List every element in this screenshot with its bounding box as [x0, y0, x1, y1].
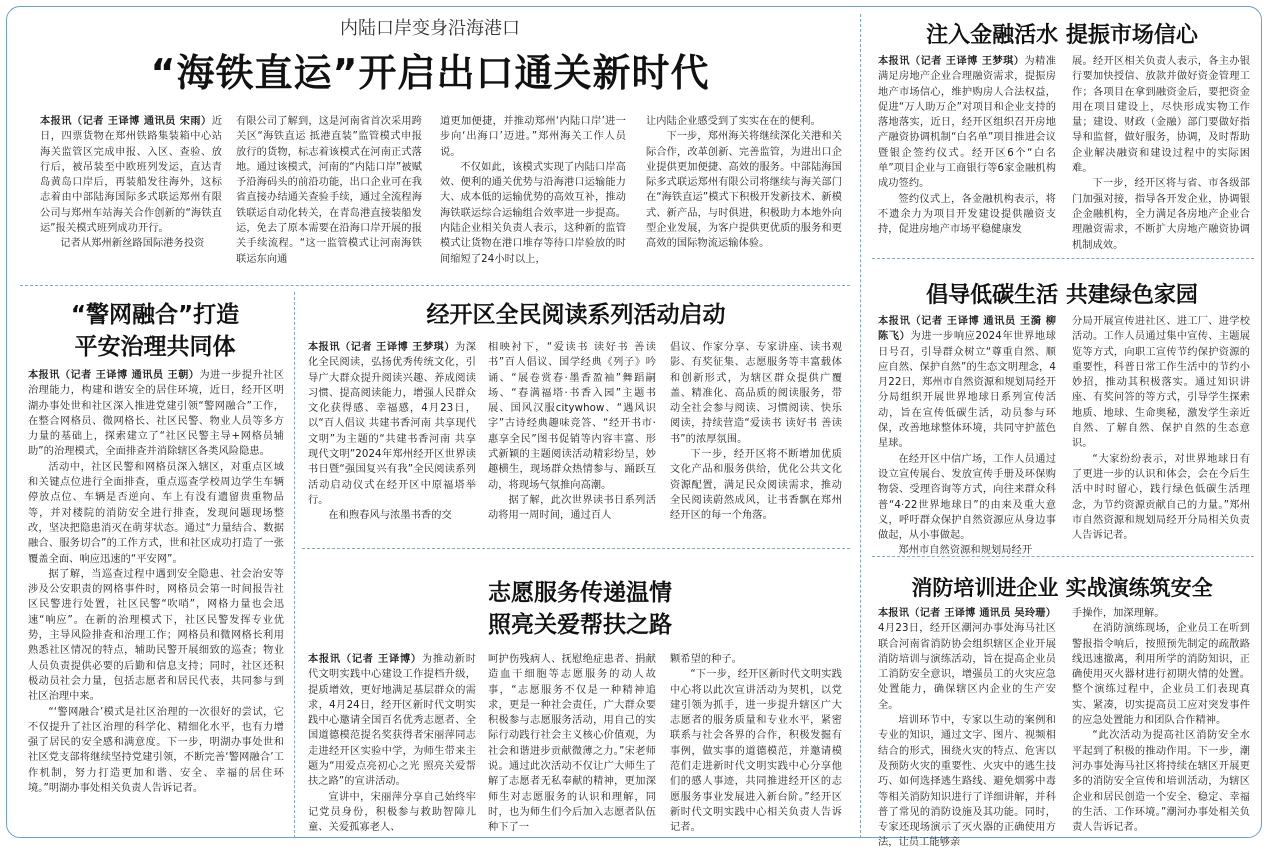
paragraph: 相映衬下，“爱读书 读好书 善读书”百人倡议、国学经典《列子》吟诵、“展卷赏春·墨香盈袖”舞蹈嗣场、“春满福塔·书香入园”主题书展、国风汉服citywhow、“遇风识字”古诗经典趣味竞答、“经开书市·惠享全民”图书促销等内容丰富、形式新颖的主题阅读活动精彩纷呈，妙趣横生，现场群众热情参与、踊跃互动，将现场气氛推向高潮。	[488, 342, 656, 491]
paragraph: 下一步，郑州海关将继续深化关港和关际合作，改革创新、完善监管，为进出口企业提供更加便捷、高效的服务。中部陆海国际多式联运郑州有限公司将继续与海关部门在“海铁直运”模式下积极开发新技术、新模式、新产品，与时俱进，积极助力本地外向型企业发展，为客户提供更优质的服务和更高效的国际物流运输体验。	[646, 131, 842, 250]
paragraph: 在经开区中信广场，工作人员通过设立宣传展台、发放宣传手册及环保购物袋、受理咨询等方式，向往来群众科普“4·22世界地球日”的由来及重大意义，呼吁群众保护自然资源应从身边事做起，从小事做起。	[878, 453, 1056, 542]
article-zhiyuan-col1	[308, 652, 476, 838]
article-jinrong-col1	[878, 54, 1056, 254]
paragraph: “大家纷纷表示，对世界地球日有了更进一步的认识和体会，会在今后生活中时时留心，践行绿色低碳生活理念，为节约资源贡献自己的力量。”郑州市自然资源和规划局经开分局相关负责人告诉记者。	[1072, 453, 1250, 542]
byline: 本报讯（记者 王译博 通讯员 吴玲珊）	[878, 608, 1056, 619]
paragraph: “‘警网融合’模式是社区治理的一次很好的尝试，它不仅提升了社区治理的科学化、精细化水平，也有力增强了居民的安全感和满意度。下一步，明湖办事处世和社区党支部将继续坚持党建引领，不断完善‘警网融合’工作机制，努力打造更加和谐、安全、幸福的居住环境。”明湖办事处相关负责人告诉记者。	[28, 706, 284, 795]
article-jinrong-col2	[1072, 54, 1250, 254]
paragraph: 宣讲中，宋丽萍分享自己始终牢记党员身份，积极参与救助智障儿童、关爱孤寡老人、	[308, 791, 476, 834]
paragraph: 道更加便捷，并推动郑州‘内陆口岸’进一步向‘出海口’迈进。”郑州海关工作人员说。	[440, 116, 626, 158]
paragraph: 据了解，当巡查过程中遇到安全隐患、社会治安等涉及公安职责的网格事件时，网格员会第一时间报告社区民警进行处置，社区民警“吹哨”，网格力量也会迅速“响应”。在新的治理模式下，社区民警发挥专业优势，主导风险排查和治理工作；网格员和微网格长利用熟悉社区情况的特点，辅助民警开展细致的巡查；物业人员负责提供必要的后勤和信息支持；同时，社区还积极动员社会力量，包括志愿者和居民代表，共同参与到社区治理中来。	[28, 568, 284, 703]
paragraph: 郑州市自然资源和规划局经开	[898, 545, 1033, 557]
divider-center-1	[302, 548, 850, 549]
paragraph: 签约仪式上，各金融机构表示，将不遗余力为项目开发建设提供融资支持，促进房地产市场平稳健康发	[878, 193, 1056, 236]
paragraph: 为深化全民阅读，弘扬优秀传统文化，引导广大群众提升阅读兴趣、养成阅读习惯、提高阅读能力，增强人民群众文化获得感、幸福感，4月23日，以“百人倡议 共建书香河南 共享现代文明”为主题的“共建书香河南 共享现代文明”2024年郑州经开区世界读书日暨“强国复兴有我”全民阅读系列活动启动仪式在经开区中原福塔举行。	[308, 342, 477, 506]
paragraph: 在和煦春风与浓墨书香的交	[328, 510, 452, 522]
paragraph: 培训环节中，专家以生动的案例和专业的知识，通过文字、图片、视频相结合的形式，围绕火灾的特点、危害以及预防火灾的重要性、火灾中的逃生技巧、如何选择逃生路线、避免烟雾中毒等相关消防知识进行了详细讲解，并科普了常见的消防设施及其功能。同时，专家还现场演示了灭火器的正确使用方法，让员工能够亲	[878, 715, 1056, 849]
article-zhiyuan-col3	[670, 652, 842, 838]
paragraph: 据了解，此次世界读书日系列活动将用一周时间，通过百人	[488, 494, 656, 522]
paragraph: 为推动新时代文明实践中心建设工作提档升级，提质增效，更好地满足基层群众的需求，4月24日，经开区新时代文明实践中心邀请全国百名优秀志愿者、全国道德模范提名奖获得者宋丽萍同志走进经开区实验中学，为师生带来主题为“用爱点亮初心之光 照亮关爱帮扶之路”的宣讲活动。	[308, 654, 477, 788]
headline-zhiyuan-line2: 照亮关爱帮扶之路	[488, 612, 672, 638]
paragraph: 有限公司了解到，这是河南省首次采用跨关区“海铁直运 抵港直装”监管模式申报放行的货物，标志着该模式在河南正式落地。通过该模式，河南的“内陆口岸”被赋予沿海码头的前沿功能，出口企业可在我省直接办结通关查验手续，通过全流程海铁联运自动化转关，在青岛港直接装船发运，免去了原本需要在沿海口岸开展的报关手续流程。“这一监管模式让河南海铁联运东向通	[236, 116, 422, 265]
headline-zhiyuan-line1: 志愿服务传递温情	[488, 580, 672, 606]
paragraph: 在消防演练现场，企业员工在听到警报指令响后，按照预先制定的疏散路线迅速撤离，利用所学的消防知识，正确使用灭火器材进行初期火情的处置。整个演练过程中，企业员工们表现真实、紧凑，切实提高员工应对突发事件的应急处置能力和团队合作精神。	[1072, 623, 1250, 727]
paragraph: 记者从郑州新丝路国际港务投资	[60, 238, 205, 250]
paragraph: 为精准满足房地产企业合理融资需求，提振房地产市场信心，维护购房人合法权益，促进“万人助万企”对项目和企业支持的落地落实，近日，经开区组织召开房地产融资协调机制“白名单”项目推进会议暨银企签约仪式。经开区6个“白名单”项目企业与工商银行等6家金融机构成功签约。	[878, 56, 1056, 190]
article-yuedu-col1	[308, 340, 476, 540]
paragraph: 倡议、作家分享、专家讲座、读书观影、有奖征集、志愿服务等丰富载体和创新形式，为辖区群众提供广覆盖、精准化、高品质的阅读服务，带动全社会参与阅读、习惯阅读、快乐阅读，持续营造“爱读书 读好书 善读书”的浓厚氛围。	[670, 342, 842, 445]
main-column-divider	[860, 14, 861, 838]
article-kicker: 内陆口岸变身沿海港口	[340, 18, 520, 39]
headline-jingwang-line2: 平安治理共同体	[74, 334, 236, 360]
paragraph: 呵护伤残病人、抚慰绝症患者、捐献造血干细胞等志愿服务的动人故事，“志愿服务不仅是一种精神追求，更是一种社会责任，广大群众要积极参与志愿服务活动，用自己的实际行动践行社会主义核心价值观，为社会和谐进步贡献微薄之力。”宋老师说。通过此次活动不仅让广大师生了解了志愿者无私奉献的精神，更加深师生对志愿服务的认识和理解，同时，也为师生们今后加入志愿者队伍种下了一	[488, 654, 656, 834]
article-haitie-col4	[646, 114, 842, 286]
article-yuedu-col2	[488, 340, 656, 540]
paragraph: 让内陆企业感受到了实实在在的便利。	[646, 116, 821, 127]
article-xiaofang-col1	[878, 606, 1056, 849]
byline: 本报讯（记者 王译博 王梦琪）	[308, 342, 456, 353]
article-haitie-col2	[236, 114, 422, 286]
headline-jinrong: 注入金融活水 提振市场信心	[926, 23, 1198, 48]
divider-left-vertical	[294, 292, 295, 838]
paragraph: “此次活动为提高社区消防安全水平起到了积极的推动作用。下一步，潮河办事处海马社区将持续在辖区开展更多的消防安全宣传和培训活动，为辖区企业和居民创造一个安全、稳定、幸福的生活、工作环境。”潮河办事处相关负责人告诉记者。	[1072, 730, 1250, 834]
paragraph: 4月23日，经开区潮河办事处海马社区联合河南省消防协会组织辖区企业开展消防培训与演练活动，旨在提高企业员工消防安全意识，增强员工的火灾应急处置能力，确保辖区内企业的生产安全。	[878, 623, 1056, 711]
headline-jingwang-line1: “警网融合”打造	[70, 302, 240, 328]
byline: 本报讯（记者 王译博 通讯员 王漪 柳 陈飞）	[878, 316, 1056, 343]
paragraph: 活动中，社区民警和网格员深入辖区，对重点区域和关键点位进行全面排查，重点巡查学校周边学生车辆停放点位、车辆是否逆向、车上有没有遗留贵重物品等，并对楼院的消防安全进行排查，发现问题现场整改，坚决把隐患消灭在萌芽状态。通过“力量结合、数据融合、服务切合”的工作方式，世和社区成功打造了一张覆盖全面、响应迅速的“平安网”。	[28, 461, 284, 565]
headline-xiaofang: 消防培训进企业 实战演练筑安全	[911, 576, 1213, 600]
paragraph: 下一步，经开区将不断增加优质文化产品和服务供给，优化公共文化资源配置，满足民众阅读需求，推动全民阅读蔚然成风，让书香飘在郑州经开区的每一个角落。	[670, 449, 842, 522]
paragraph: 手操作，加深理解。	[1072, 608, 1165, 619]
paragraph: 分局开展宣传进社区、进工厂、进学校活动。工作人员通过集中宣传、主题展览等方式，向职工宣传节约保护资源的重要性，科普日常工作生活中的节约小妙招，推动其积极落实。通过知识讲座、有奖问答的等方式，引导学生探索地质、地球、生命奥秘，激发学生亲近自然、了解自然、保护自然的生态意识。	[1072, 316, 1250, 450]
paragraph: 为进一步响应2024年世界地球日号召，引导群众树立“尊重自然、顺应自然、保护自然”的生态文明理念，4月22日，郑州市自然资源和规划局经开分局组织开展世界地球日系列宣传活动，旨在宣传低碳生活，动员参与环保，改善地球整体环境，共同守护蓝色星球。	[878, 331, 1056, 450]
headline-ditan: 倡导低碳生活 共建绿色家园	[926, 283, 1198, 308]
paragraph: 下一步，经开区将与省、市各级部门加强对接，指导各开发企业，协调银企金融机构，全力满足各房地产企业合理融资需求，不断扩大房地产融资协调机制成效。	[1072, 178, 1250, 251]
article-jingwang-col	[28, 368, 284, 838]
byline: 本报讯（记者 王译博）	[308, 654, 422, 665]
article-haitie-col1	[40, 114, 222, 286]
paragraph: 近日，四票货物在郑州铁路集装箱中心站海关监管区完成申报、入区、查验、放行后，被吊装至中欧班列发运，直达青岛黄岛口岸后，再装船发往海外，这标志着由中部陆海国际多式联运郑州有限公司与郑州车站海关合作创新的“海铁直运”报关模式班列成功开行。	[40, 116, 222, 235]
byline: 本报讯（记者 王译博 通讯员 王朝）	[28, 370, 200, 381]
article-haitie-col3	[440, 114, 626, 286]
article-yuedu-col3	[670, 340, 842, 540]
paragraph: 展。经开区相关负责人表示，各主办银行要加快授信、放款并做好资金管理工作；各项目在拿到融资金后，要把资金用在项目建设上，尽快形成实物工作量；建设、财政（金融）部门要做好指导和监督，做好服务，协调，及时帮助企业解决融资和建设过程中的实际困难。	[1072, 56, 1250, 175]
article-ditan-col1	[878, 314, 1056, 557]
paragraph: 颗希望的种子。	[670, 654, 743, 665]
article-xiaofang-col2	[1072, 606, 1250, 838]
byline: 本报讯（记者 王译博 王梦琪）	[878, 56, 1025, 67]
paragraph: 为进一步提升社区治理能力，构建和谐安全的居住环境，近日，经开区明湖办事处世和社区深入推进党建引领“警网融合”工作，在整合网格员、微网格长、社区民警、物业人员等多方力量的基础上，探索建立了“社区民警主导+网格员辅助”的治理模式，全面排查并消除辖区各类风险隐患。	[28, 370, 284, 458]
divider-right-1	[872, 258, 1254, 259]
headline-yuedu: 经开区全民阅读系列活动启动	[426, 302, 726, 328]
byline: 本报讯（记者 王译博 通讯员 宋雨）	[40, 116, 212, 127]
article-ditan-col2	[1072, 314, 1250, 550]
paragraph: 不仅如此，该模式实现了内陆口岸高效、便利的通关优势与沿海港口运输能力大、成本低的运输优势的高效互补，推动海铁联运综合运输组合效率进一步提高。内陆企业相关负责人表示，这种新的监管模式让货物在港口堆存等待口岸验放的时间缩短了24小时以上，	[440, 161, 626, 265]
paragraph: “下一步，经开区新时代文明实践中心将以此次宣讲活动为契机，以党建引领为抓手，进一步提升辖区广大志愿者的服务质量和专业水平，紧密联系与社会各界的合作，积极发掘有事例，做实事的道德模范，并邀请模范们走进新时代文明实践中心分享他们的感人事迹，共同推进经开区的志愿服务事业发展进入新台阶。”经开区新时代文明实践中心相关负责人告诉记者。	[670, 669, 842, 834]
article-zhiyuan-col2	[488, 652, 656, 838]
headline-haitie: “海铁直运”开启出口通关新时代	[150, 51, 710, 95]
